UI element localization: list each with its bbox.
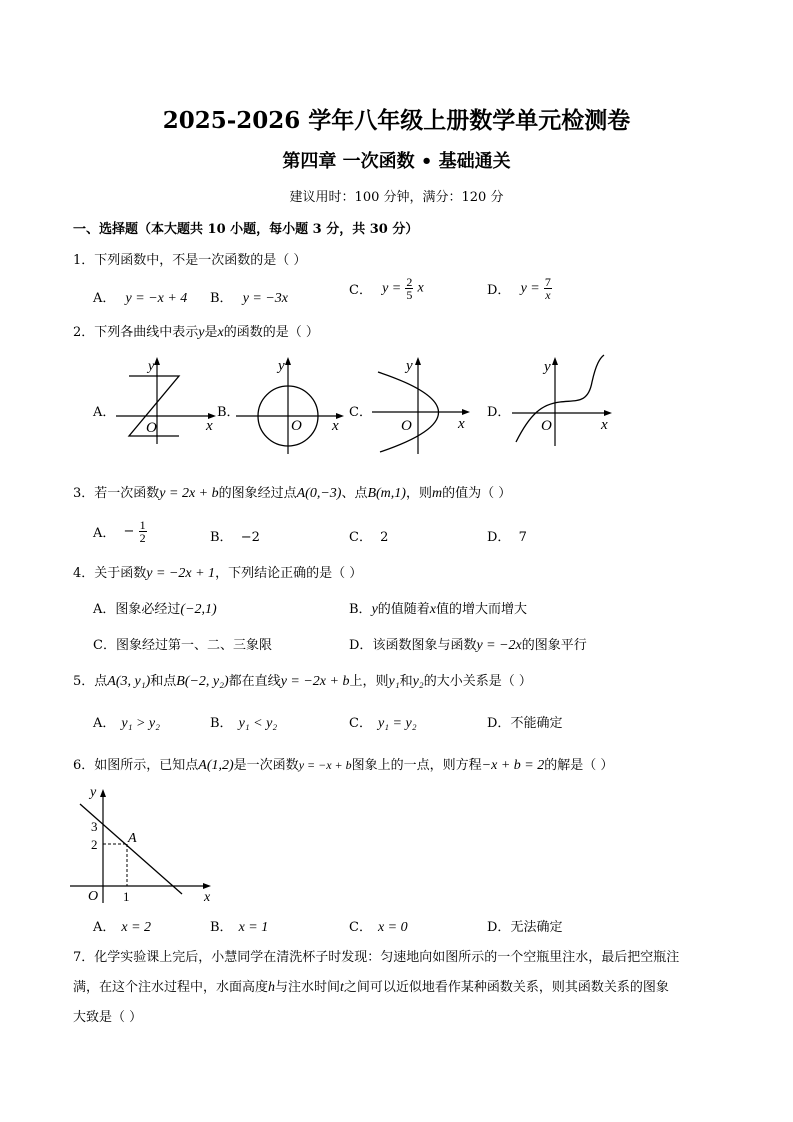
- q5-option-a: [93, 712, 160, 732]
- q6-c-label: C．: [349, 920, 372, 935]
- q1-option-d: [487, 276, 552, 301]
- q1-option-a: [93, 287, 187, 307]
- q5-option-d: [487, 712, 562, 731]
- q2-c-axis-y: y: [406, 358, 413, 374]
- q4-b-y: y: [371, 602, 378, 617]
- q2-d-axis-y: y: [544, 359, 551, 375]
- q4-b-text2: 值的增大而增大: [436, 602, 528, 617]
- q2-graph-d: [508, 352, 618, 446]
- q4-option-d: [349, 634, 587, 654]
- q1-a-label: A．: [93, 291, 116, 306]
- q6-option-a: [93, 916, 151, 936]
- q2-a-origin: O: [146, 420, 157, 436]
- q2-c-label: C．: [349, 405, 372, 420]
- question-7-line-3: 大致是（ ）: [73, 1010, 143, 1025]
- q3-a-num: 1: [139, 518, 146, 532]
- q1-b-label: B．: [210, 291, 233, 306]
- q2-b-label: B．: [217, 405, 240, 420]
- q3-stem-mid2: 、点: [341, 486, 368, 501]
- q3-c-val: 2: [380, 530, 389, 545]
- question-2-stem: [73, 321, 319, 341]
- q3-stem-pre: 3．若一次函数: [73, 486, 160, 501]
- q1-c-post: x: [417, 280, 424, 296]
- q3-a-den: 2: [139, 531, 146, 545]
- q3-option-c: [349, 526, 388, 545]
- q1-c-num: 2: [406, 275, 413, 289]
- q1-a-expr: y = −x + 4: [125, 291, 188, 306]
- question-3-stem: [73, 482, 511, 502]
- q6-stem-mid2: 图象上的一点，则方程: [351, 758, 482, 773]
- time-info: 建议用时：100 分钟，满分：120 分: [289, 190, 504, 205]
- q6-label-1: 1: [123, 889, 130, 904]
- q7-line2-post: 之间可以近似地看作某种函数关系，则其函数关系的图象: [343, 980, 669, 995]
- q5-c-expr: y₁ = y₂: [377, 716, 417, 731]
- q4-a-text: 图象必经过: [115, 602, 181, 617]
- q5-stem-mid3: 上，则: [349, 674, 389, 689]
- q6-a-label: A．: [93, 920, 116, 935]
- q3-stem-pb: B(m,1): [367, 486, 406, 501]
- q1-d-label: D．: [487, 283, 511, 298]
- q2-b-origin: O: [291, 418, 302, 434]
- q2-stem-pre: 2．下列各曲线中表示: [73, 325, 199, 340]
- q3-stem-mid: 的图象经过点: [218, 486, 297, 501]
- q3-option-d: [487, 526, 527, 545]
- q4-c-text: 图象经过第一、二、三象限: [115, 638, 272, 653]
- q7-line2-pre: 满，在这个注水过程中，水面高度: [73, 980, 269, 995]
- q2-c-origin: O: [401, 418, 412, 434]
- q1-c-label: C．: [349, 283, 372, 298]
- q4-b-text1: 的值随着: [377, 602, 430, 617]
- page-title: 2025-2026 学年八年级上册数学单元检测卷: [162, 107, 631, 134]
- q3-stem-m: m: [431, 486, 443, 501]
- q4-d-text2: 的图象平行: [521, 638, 587, 653]
- question-5-stem: [73, 670, 532, 690]
- q2-stem-mid: 是: [204, 325, 218, 340]
- q7-line2-h: h: [268, 980, 276, 995]
- q6-option-b: [210, 916, 268, 936]
- q4-stem-func: y = −2x + 1: [146, 566, 216, 581]
- q6-d-text: 无法确定: [510, 920, 563, 935]
- q2-d-axis-x: x: [601, 417, 608, 433]
- q5-stem-pre: 5．点: [73, 674, 108, 689]
- q3-d-label: D．: [487, 530, 511, 545]
- q2-a-label: A．: [93, 405, 116, 420]
- q7-line2-t: t: [340, 980, 344, 995]
- q4-d-func: y = −2x: [476, 638, 522, 653]
- q4-d-label: D．: [349, 638, 373, 653]
- q4-a-point: (−2,1): [180, 602, 217, 617]
- q5-d-text: 不能确定: [510, 716, 563, 731]
- q5-stem-y1: y₁: [388, 674, 400, 689]
- q6-origin: O: [88, 889, 99, 904]
- q1-d-fraction: [544, 276, 552, 301]
- q5-c-label: C．: [349, 716, 372, 731]
- q3-d-val: 7: [518, 530, 527, 545]
- q5-stem-pb: B(−2, y₂): [176, 674, 229, 689]
- q6-label-2: 2: [91, 837, 98, 852]
- q4-option-c: [93, 634, 272, 653]
- q6-stem-func: y = −x + b: [298, 758, 352, 772]
- q2-d-origin: O: [541, 418, 552, 434]
- q1-c-fraction: [405, 276, 413, 301]
- question-7-line-2: [73, 976, 669, 996]
- q1-c-pre: y =: [382, 280, 402, 296]
- q6-stem-pa: A(1,2): [198, 758, 234, 773]
- q6-label-3: 3: [91, 819, 98, 834]
- q6-label-a: A: [128, 831, 137, 846]
- q4-b-x: x: [429, 602, 437, 617]
- q3-option-b: [210, 526, 260, 545]
- q6-b-label: B．: [210, 920, 233, 935]
- q2-stem-x: x: [217, 325, 224, 340]
- q6-option-c: [349, 916, 408, 936]
- section-heading: 一、选择题（本大题共 10 小题，每小题 3 分，共 30 分）: [73, 222, 419, 237]
- q6-stem-eq: −x + b = 2: [481, 758, 545, 773]
- q5-b-expr: y₁ < y₂: [238, 716, 278, 731]
- q1-c-den: 5: [406, 288, 413, 302]
- q6-c-expr: x = 0: [377, 920, 408, 935]
- q6-stem-pre: 6．如图所示，已知点: [73, 758, 199, 773]
- q2-graph-c: [368, 354, 476, 454]
- q5-stem-mid2: 都在直线: [228, 674, 281, 689]
- q2-graph-a: [112, 354, 220, 444]
- q1-option-b: [210, 287, 288, 307]
- q5-stem-post: 的大小关系是（ ）: [423, 674, 532, 689]
- q6-d-label: D．: [487, 920, 511, 935]
- q4-stem-pre: 4．关于函数: [73, 566, 147, 581]
- q5-a-label: A．: [93, 716, 116, 731]
- q5-stem-and: 和: [399, 674, 413, 689]
- q2-c-axis-x: x: [458, 416, 465, 432]
- q6-option-d: [487, 916, 562, 935]
- q4-d-text1: 该函数图象与函数: [372, 638, 477, 653]
- chapter-subtitle: 第四章 一次函数 • 基础通关: [282, 151, 511, 172]
- q2-a-axis-y: y: [148, 359, 155, 374]
- q2-d-label: D．: [487, 405, 511, 420]
- q4-stem-post: ，下列结论正确的是（ ）: [215, 566, 363, 581]
- q4-c-label: C．: [93, 638, 116, 653]
- q3-option-a: [93, 519, 147, 544]
- q6-axis-x: x: [204, 890, 211, 905]
- q5-stem-mid: 和点: [150, 674, 177, 689]
- q1-d-den: x: [545, 288, 551, 302]
- q7-line2-mid: 与注水时间: [275, 980, 341, 995]
- q3-c-label: C．: [349, 530, 372, 545]
- q3-stem-pa: A(0,−3): [296, 486, 342, 501]
- q1-b-expr: y = −3x: [242, 291, 289, 306]
- q5-stem-line: y = −2x + b: [280, 674, 350, 689]
- q3-a-fraction: [139, 519, 147, 544]
- q5-a-expr: y₁ > y₂: [121, 716, 160, 731]
- q3-stem-func: y = 2x + b: [159, 486, 219, 501]
- q3-b-val: −2: [240, 530, 260, 545]
- q3-a-label: A．: [93, 526, 116, 541]
- q4-b-label: B．: [349, 602, 372, 617]
- q4-option-a: [93, 598, 217, 618]
- q6-graph: [70, 783, 220, 908]
- q1-d-pre: y =: [520, 280, 540, 296]
- q6-stem-post: 的解是（ ）: [544, 758, 614, 773]
- q6-stem-mid: 是一次函数: [233, 758, 299, 773]
- q6-b-expr: x = 1: [238, 920, 269, 935]
- q3-a-sign: −: [123, 524, 135, 539]
- question-4-stem: [73, 562, 362, 582]
- q5-option-c: [349, 712, 417, 732]
- q5-d-label: D．: [487, 716, 511, 731]
- question-7-line-1: 7．化学实验课上完后，小慧同学在清洗杯子时发现：匀速地向如图所示的一个空瓶里注水，最后把空瓶注: [73, 950, 680, 965]
- q5-stem-y2: y₂: [412, 674, 424, 689]
- q4-a-label: A．: [93, 602, 116, 617]
- q2-b-axis-x: x: [332, 418, 339, 434]
- q2-stem-y: y: [198, 325, 205, 340]
- q6-axis-y: y: [90, 785, 97, 800]
- q1-d-num: 7: [544, 275, 551, 289]
- q3-b-label: B．: [210, 530, 233, 545]
- q5-b-label: B．: [210, 716, 233, 731]
- q2-graph-b: [232, 354, 350, 454]
- question-6-stem: [73, 754, 613, 774]
- q2-a-axis-x: x: [206, 418, 213, 434]
- q4-option-b: [349, 598, 527, 618]
- q2-b-axis-y: y: [278, 358, 285, 374]
- q2-stem-post: 的函数的是（ ）: [223, 325, 319, 340]
- q3-stem-mid3: ，则: [405, 486, 432, 501]
- q5-stem-pa: A(3, y₁): [107, 674, 151, 689]
- question-1-stem: 1．下列函数中，不是一次函数的是（ ）: [73, 253, 307, 268]
- q5-option-b: [210, 712, 277, 732]
- q6-a-expr: x = 2: [121, 920, 152, 935]
- q3-stem-post: 的值为（ ）: [442, 486, 512, 501]
- q1-option-c: [349, 276, 424, 301]
